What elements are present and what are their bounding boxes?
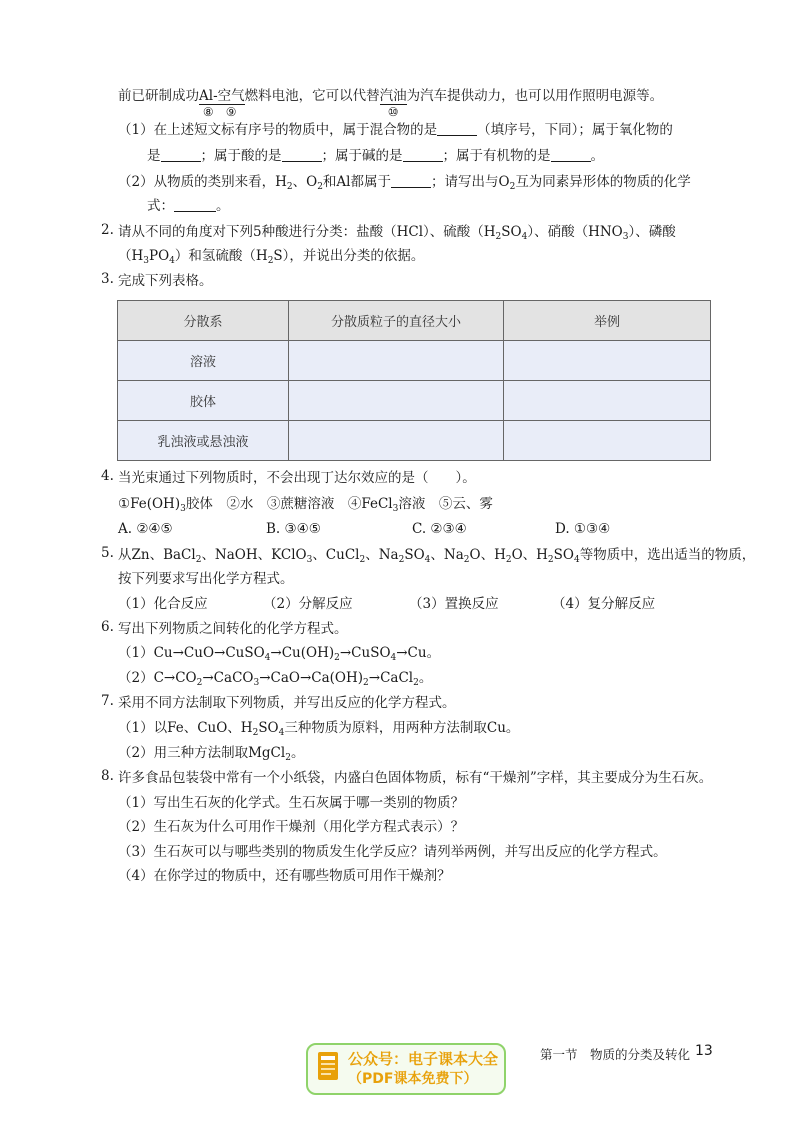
q5-number: 5. (101, 545, 114, 561)
table-header: 分散质粒子的直径大小 (289, 301, 504, 341)
footer-section-title: 第一节 物质的分类及转化 (540, 1047, 691, 1062)
intro-line (118, 86, 664, 119)
q4-number: 4. (101, 468, 114, 484)
q1-part1-cont: 是 ；属于酸的是 ；属于碱的是 ；属于有机物的是 。 (147, 148, 604, 164)
book-icon (316, 1049, 340, 1085)
q5-sub2: （2）分解反应 (263, 596, 353, 612)
table-header: 分散系 (118, 301, 289, 341)
gas-term: 汽油 ⑩ (380, 88, 407, 105)
table-row (118, 421, 711, 461)
q3-text: 完成下列表格。 (118, 273, 213, 289)
q4-items: $①Fe(OH)_3$胶体 ②水 ③蔗糖溶液 ④FeCl$_3$溶液 ⑤云、雾 (118, 496, 493, 514)
q5-text-cont: 按下列要求写出化学方程式。 (118, 571, 294, 587)
q3-number: 3. (101, 271, 114, 287)
q6-line2: $(2)C\to CO_2\to CaCO_3\to CaO\to Ca(OH)_2\to CaCl_2$。 (118, 670, 433, 688)
q8-line2: （2）生石灰为什么可用作干燥剂（用化学方程式表示）？ (118, 819, 465, 835)
watermark-line2: （PDF课本免费下） (348, 1071, 478, 1087)
answer-blank[interactable] (437, 121, 477, 136)
al-term: Al- ⑧ (199, 88, 218, 105)
q5-sub3: （3）置换反应 (409, 596, 499, 612)
answer-blank[interactable] (551, 147, 591, 162)
table-cell[interactable] (289, 381, 504, 421)
answer-blank[interactable] (161, 147, 201, 162)
q4-text: 当光束通过下列物质时，不会出现丁达尔效应的是（ ）。 (118, 470, 476, 486)
gas-mark: ⑩ (387, 105, 399, 119)
table-header-row (118, 301, 711, 341)
intro-text: 为汽车提供动力，也可以用作照明电源等。 (406, 88, 664, 104)
option-d[interactable]: D. ①③④ (555, 521, 611, 537)
option-a[interactable]: A. ②④⑤ (118, 521, 173, 537)
option-c[interactable]: C. ②③④ (412, 521, 467, 537)
intro-text: 前已研制成功 (118, 88, 199, 104)
q6-line1: $(1)Cu\to CuO\to CuSO_4\to Cu(OH)_2\to CuSO_4\to Cu$。 (118, 645, 441, 663)
q6-number: 6. (101, 619, 114, 635)
row-label: 溶液 (118, 341, 289, 381)
answer-blank[interactable] (174, 197, 216, 212)
q1-part2: （2）从物质的类别来看，$H_2$、$O_2$和Al都属于 ；请写出与$O_2$互为同素异形体的物质的化学 (118, 174, 691, 192)
q2-text: 请从不同的角度对下列5种酸进行分类：盐酸（HCl）、硫酸$(H_2SO_4)$、硝酸$(HNO_3)$、磷酸 (118, 224, 676, 242)
q5-sub4: （4）复分解反应 (552, 596, 656, 612)
answer-blank[interactable] (391, 173, 431, 188)
table-cell[interactable] (289, 341, 504, 381)
q7-line2: （2）用三种方法制取MgCl$_2$。 (118, 745, 305, 763)
table-header: 举例 (504, 301, 711, 341)
row-label: 胶体 (118, 381, 289, 421)
watermark-badge (306, 1043, 506, 1095)
q1-part1: （1）在上述短文标有序号的物质中，属于混合物的是 （填序号，下同）；属于氧化物的 (118, 122, 673, 138)
row-label: 乳浊液或悬浊液 (118, 421, 289, 461)
al-mark: ⑧ (202, 105, 214, 119)
q6-text: 写出下列物质之间转化的化学方程式。 (118, 621, 348, 637)
table-cell[interactable] (504, 341, 711, 381)
watermark-line1: 公众号：电子课本大全 (348, 1050, 499, 1068)
q2-number: 2. (101, 222, 114, 238)
q8-number: 8. (101, 768, 114, 784)
q7-line1: （1）以Fe、CuO、$H_2SO_4$三种物质为原料，用两种方法制取Cu。 (118, 720, 520, 738)
table-cell[interactable] (289, 421, 504, 461)
table-cell[interactable] (504, 421, 711, 461)
q8-line4: （4）在你学过的物质中，还有哪些物质可用作干燥剂？ (118, 868, 451, 884)
dispersion-table (117, 300, 711, 461)
page-number: 13 (695, 1043, 713, 1059)
q5-sub1: （1）化合反应 (118, 596, 208, 612)
q1-part2-cont: 式： 。 (147, 198, 230, 214)
air-mark: ⑨ (225, 105, 237, 119)
q2-text-cont: $(H_3PO_4)$和氢硫酸$(H_2S)$，并说出分类的依据。 (118, 248, 425, 266)
q8-text: 许多食品包装袋中常有一个小纸袋，内盛白色固体物质，标有“干燥剂”字样，其主要成分为生石灰。 (118, 770, 713, 786)
q7-number: 7. (101, 693, 114, 709)
answer-blank[interactable] (403, 147, 443, 162)
table-cell[interactable] (504, 381, 711, 421)
q8-line1: （1）写出生石灰的化学式。生石灰属于哪一类别的物质？ (118, 795, 465, 811)
q5-text: 从Zn、BaCl$_2$、NaOH、KClO$_3$、CuCl$_2$、$Na_2SO_4$、$Na_2O$、$H_2O$、$H_2SO_4$等物质中，选出适当的物质， (118, 547, 756, 565)
table-row (118, 381, 711, 421)
table-row (118, 341, 711, 381)
q8-line3: （3）生石灰可以与哪些类别的物质发生化学反应？请列举两例，并写出反应的化学方程式。 (118, 844, 667, 860)
intro-text: 燃料电池，它可以代替 (244, 88, 380, 104)
q7-text: 采用不同方法制取下列物质，并写出反应的化学方程式。 (118, 695, 456, 711)
option-b[interactable]: B. ③④⑤ (266, 521, 321, 537)
air-term: 空气 ⑨ (218, 88, 245, 105)
answer-blank[interactable] (282, 147, 322, 162)
